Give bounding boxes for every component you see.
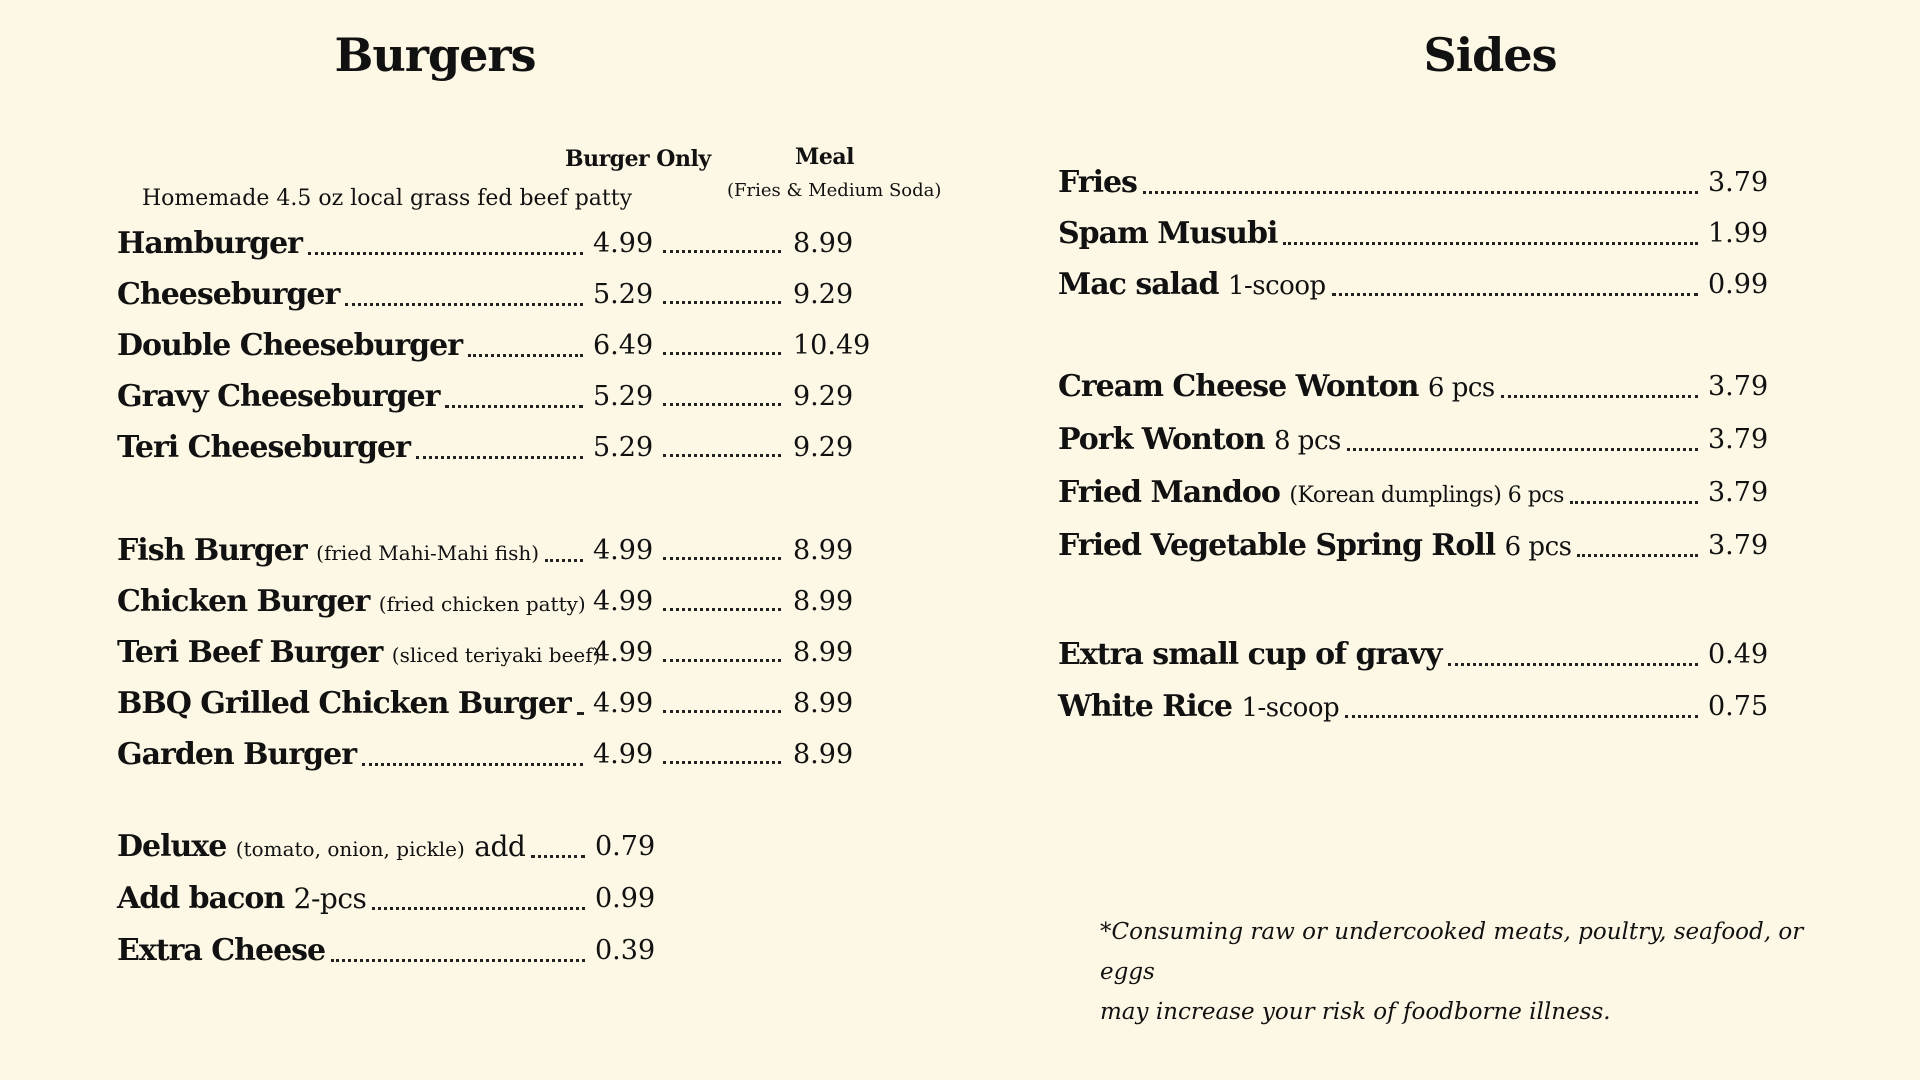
- side-item-name-text: Pork Wonton: [1058, 422, 1265, 457]
- item-name: [117, 737, 356, 772]
- dot-leader: [577, 696, 583, 715]
- item-name-text: Double Cheeseburger: [117, 328, 463, 363]
- item-name-text: Cheeseburger: [117, 277, 340, 312]
- side-item-row: [1058, 267, 1818, 311]
- menu-item-row: [117, 379, 877, 423]
- dot-leader: [1448, 647, 1698, 666]
- side-item-row: [1058, 422, 1818, 466]
- side-item-row: [1058, 475, 1818, 519]
- addon-price: 0.99: [595, 883, 656, 914]
- item-name-text: Gravy Cheeseburger: [117, 379, 440, 414]
- health-disclaimer: [1100, 912, 1820, 1032]
- meal-price: 8.99: [793, 586, 854, 617]
- dot-leader: [1283, 226, 1698, 245]
- meal-column-subheader: (Fries & Medium Soda): [727, 180, 942, 201]
- addon-name-text: Add bacon: [117, 881, 285, 916]
- disclaimer-line-1: *Consuming raw or undercooked meats, poultry, seafood, or eggs: [1100, 919, 1804, 985]
- dot-leader: [1332, 277, 1698, 296]
- side-item-name-text: Extra small cup of gravy: [1058, 637, 1442, 672]
- addon-row: [117, 881, 677, 925]
- dot-leader: [1347, 432, 1698, 451]
- side-item-name: [1058, 422, 1341, 457]
- addon-price: 0.39: [595, 935, 656, 966]
- addon-row: [117, 829, 677, 873]
- item-name: [117, 379, 439, 414]
- dot-leader: [663, 338, 781, 355]
- item-name-text: BBQ Grilled Chicken Burger: [117, 686, 571, 721]
- item-name-text: Fish Burger: [117, 533, 307, 568]
- side-item-price: 0.49: [1708, 639, 1769, 670]
- side-item-name: [1058, 165, 1137, 200]
- dot-leader: [416, 440, 583, 459]
- side-item-price: 3.79: [1708, 167, 1769, 198]
- item-name-text: Chicken Burger: [117, 584, 370, 619]
- menu-item-row: [117, 737, 877, 781]
- meal-price: 9.29: [793, 432, 854, 463]
- side-item-name-text: Fries: [1058, 165, 1137, 200]
- dot-leader: [531, 839, 585, 858]
- dot-leader: [372, 891, 585, 910]
- meal-price: 8.99: [793, 688, 854, 719]
- addon-note: (tomato, onion, pickle): [235, 837, 465, 861]
- side-item-name: [1058, 216, 1277, 251]
- burger-only-price: 5.29: [593, 432, 654, 463]
- side-item-row: [1058, 689, 1818, 733]
- menu-item-row: [117, 430, 877, 474]
- item-name: [117, 277, 339, 312]
- dot-leader: [362, 747, 583, 766]
- side-item-name-text: White Rice: [1058, 689, 1232, 724]
- item-note: (fried chicken patty): [378, 592, 586, 616]
- dot-leader: [1143, 175, 1698, 194]
- side-item-name-text: Fried Mandoo: [1058, 475, 1280, 510]
- side-item-note: 6 pcs: [1504, 532, 1572, 562]
- meal-price: 8.99: [793, 228, 854, 259]
- side-item-name: [1058, 267, 1326, 302]
- dot-leader: [331, 943, 585, 962]
- side-item-name-text: Spam Musubi: [1058, 216, 1278, 251]
- patty-intro: Homemade 4.5 oz local grass fed beef patty: [142, 186, 633, 211]
- burger-only-price: 4.99: [593, 688, 654, 719]
- meal-column-header: Meal: [795, 144, 854, 170]
- side-item-row: [1058, 216, 1818, 260]
- side-item-row: [1058, 637, 1818, 681]
- side-item-name: [1058, 689, 1339, 724]
- side-item-price: 0.75: [1708, 691, 1769, 722]
- side-item-name: [1058, 528, 1571, 563]
- item-name: [117, 226, 302, 261]
- item-name-text: Teri Cheeseburger: [117, 430, 410, 465]
- item-name-text: Teri Beef Burger: [117, 635, 383, 670]
- side-item-price: 0.99: [1708, 269, 1769, 300]
- menu-item-row: [117, 226, 877, 270]
- meal-price: 8.99: [793, 535, 854, 566]
- side-item-name: [1058, 637, 1442, 672]
- meal-price: 8.99: [793, 739, 854, 770]
- side-item-note: 6 pcs: [1427, 373, 1495, 403]
- item-name-text: Hamburger: [117, 226, 302, 261]
- burger-only-price: 5.29: [593, 279, 654, 310]
- burger-only-price: 4.99: [593, 739, 654, 770]
- menu-item-row: [117, 584, 877, 628]
- side-item-price: 3.79: [1708, 424, 1769, 455]
- addon-note-qty: 2-pcs: [293, 882, 367, 915]
- item-name: [117, 635, 600, 670]
- dot-leader: [545, 543, 583, 562]
- side-item-note: 1-scoop: [1241, 693, 1340, 723]
- menu-item-row: [117, 328, 877, 372]
- side-item-note: (Korean dumplings) 6 pcs: [1289, 483, 1564, 508]
- side-item-name: [1058, 369, 1495, 404]
- disclaimer-line-2: may increase your risk of foodborne illness.: [1100, 999, 1611, 1025]
- dot-leader: [308, 236, 583, 255]
- item-name: [117, 430, 410, 465]
- addon-name-text: Extra Cheese: [117, 933, 326, 968]
- addon-name: [117, 933, 325, 968]
- item-name-text: Garden Burger: [117, 737, 357, 772]
- meal-price: 10.49: [793, 330, 871, 361]
- dot-leader: [1345, 699, 1698, 718]
- dot-leader: [445, 389, 583, 408]
- menu-item-row: [117, 277, 877, 321]
- burger-only-price: 4.99: [593, 637, 654, 668]
- dot-leader: [663, 696, 781, 713]
- burger-only-price: 4.99: [593, 228, 654, 259]
- addon-price: 0.79: [595, 831, 656, 862]
- burger-only-price: 4.99: [593, 586, 654, 617]
- side-item-note: 8 pcs: [1274, 426, 1341, 456]
- side-item-name-text: Cream Cheese Wonton: [1058, 369, 1419, 404]
- side-item-name: [1058, 475, 1564, 510]
- burger-only-column-header: Burger Only: [565, 146, 711, 172]
- side-item-price: 3.79: [1708, 477, 1769, 508]
- item-note: (sliced teriyaki beef): [391, 643, 601, 667]
- dot-leader: [663, 440, 781, 457]
- item-name: [117, 533, 539, 568]
- menu-item-row: [117, 533, 877, 577]
- sides-title: Sides: [1423, 28, 1557, 82]
- meal-price: 9.29: [793, 381, 854, 412]
- addon-name: [117, 829, 525, 864]
- dot-leader: [663, 389, 781, 406]
- item-name: [117, 584, 586, 619]
- dot-leader: [1570, 485, 1698, 504]
- item-name: [117, 686, 571, 721]
- menu-item-row: [117, 686, 877, 730]
- side-item-name-text: Fried Vegetable Spring Roll: [1058, 528, 1496, 563]
- burger-only-price: 5.29: [593, 381, 654, 412]
- addon-name-text: Deluxe: [117, 829, 227, 864]
- side-item-row: [1058, 528, 1818, 572]
- menu-item-row: [117, 635, 877, 679]
- dot-leader: [663, 236, 781, 253]
- side-item-name-text: Mac salad: [1058, 267, 1219, 302]
- dot-leader: [345, 287, 583, 306]
- side-item-price: 1.99: [1708, 218, 1769, 249]
- side-item-price: 3.79: [1708, 371, 1769, 402]
- item-name: [117, 328, 462, 363]
- addon-note-qty: add: [474, 830, 526, 863]
- dot-leader: [663, 594, 781, 611]
- side-item-price: 3.79: [1708, 530, 1769, 561]
- burger-only-price: 6.49: [593, 330, 654, 361]
- burger-only-price: 4.99: [593, 535, 654, 566]
- meal-price: 9.29: [793, 279, 854, 310]
- addon-row: [117, 933, 677, 977]
- dot-leader: [663, 645, 781, 662]
- dot-leader: [663, 747, 781, 764]
- addon-name: [117, 881, 366, 916]
- side-item-row: [1058, 165, 1818, 209]
- side-item-row: [1058, 369, 1818, 413]
- side-item-note: 1-scoop: [1227, 271, 1326, 301]
- dot-leader: [1577, 538, 1698, 557]
- item-note: (fried Mahi-Mahi fish): [316, 541, 540, 565]
- meal-price: 8.99: [793, 637, 854, 668]
- dot-leader: [468, 338, 583, 357]
- burgers-title: Burgers: [334, 28, 536, 82]
- dot-leader: [663, 287, 781, 304]
- dot-leader: [663, 543, 781, 560]
- dot-leader: [1501, 379, 1698, 398]
